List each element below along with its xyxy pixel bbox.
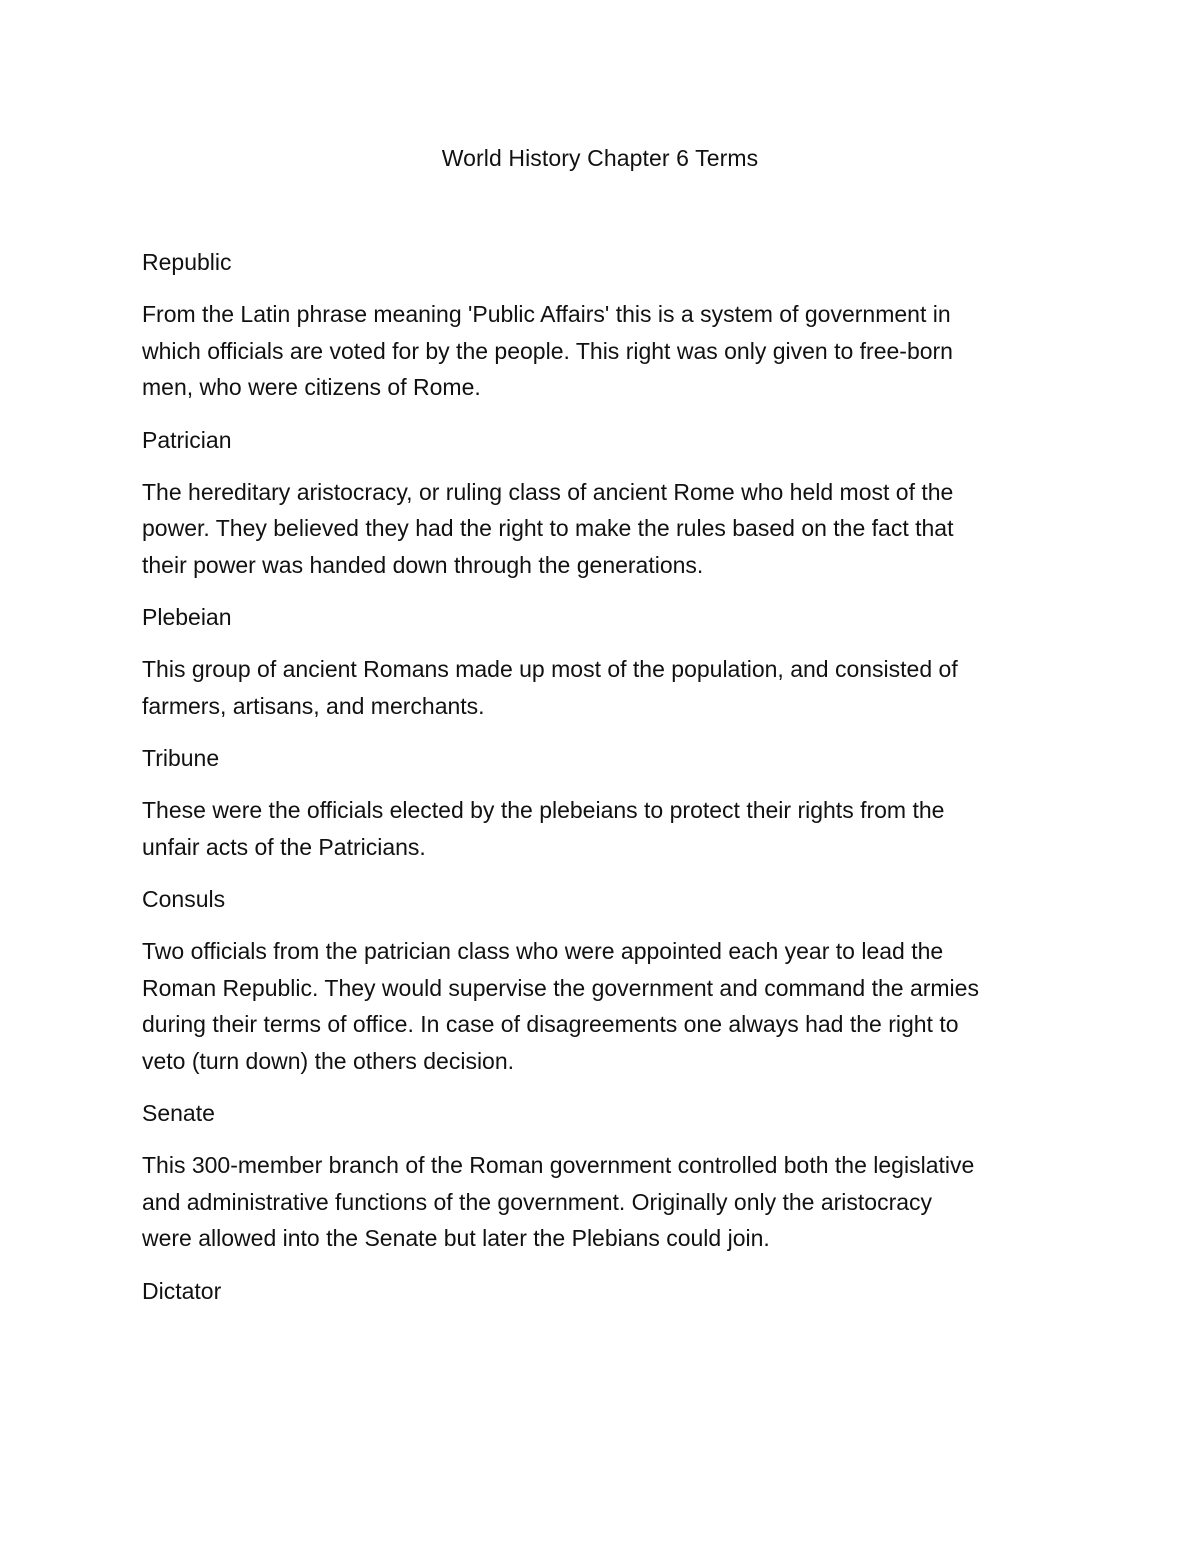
definition-line: This group of ancient Romans made up most of the population, and consisted of: [142, 656, 958, 682]
term-heading: Patrician: [142, 426, 232, 453]
term-heading: Consuls: [142, 886, 226, 912]
definition-line: unfair acts of the Patricians.: [142, 833, 426, 860]
definition-line: their power was handed down through the generations.: [142, 551, 704, 578]
term-heading: Senate: [142, 1100, 215, 1126]
term-heading: Republic: [142, 249, 232, 275]
definition-line: This 300-member branch of the Roman government controlled both the legislative: [142, 1152, 975, 1178]
term-definition: [142, 1147, 1082, 1257]
term-definition: [142, 296, 1082, 406]
term-heading: Tribune: [142, 745, 220, 771]
definition-line: during their terms of office. In case of disagreements one always had the right to: [142, 1011, 959, 1037]
definition-line: Roman Republic. They would supervise the government and command the armies: [142, 974, 979, 1001]
definition-line: From the Latin phrase meaning 'Public Affairs' this is a system of government in: [142, 301, 951, 327]
term-definition: [142, 474, 1082, 584]
document-title: World History Chapter 6 Terms: [441, 145, 759, 171]
term-heading: Plebeian: [142, 604, 232, 630]
definition-line: men, who were citizens of Rome.: [142, 374, 481, 400]
definition-line: and administrative functions of the government. Originally only the aristocracy: [142, 1188, 933, 1215]
definition-line: power. They believed they had the right to make the rules based on the fact that: [142, 515, 954, 541]
definition-line: These were the officials elected by the plebeians to protect their rights from the: [142, 797, 945, 823]
term-definition: [142, 792, 1082, 865]
definition-line: veto (turn down) the others decision.: [142, 1047, 515, 1074]
definition-line: were allowed into the Senate but later the Plebians could join.: [142, 1225, 770, 1251]
term-definition: [142, 651, 1082, 724]
definition-line: which officials are voted for by the people. This right was only given to free-born: [142, 337, 953, 364]
term-definition: [142, 933, 1082, 1079]
term-heading: Dictator: [142, 1277, 222, 1304]
definition-line: The hereditary aristocracy, or ruling class of ancient Rome who held most of the: [142, 478, 954, 505]
definition-line: Two officials from the patrician class who were appointed each year to lead the: [142, 938, 944, 964]
terms-list: [142, 244, 1082, 1325]
definition-line: farmers, artisans, and merchants.: [142, 692, 485, 719]
